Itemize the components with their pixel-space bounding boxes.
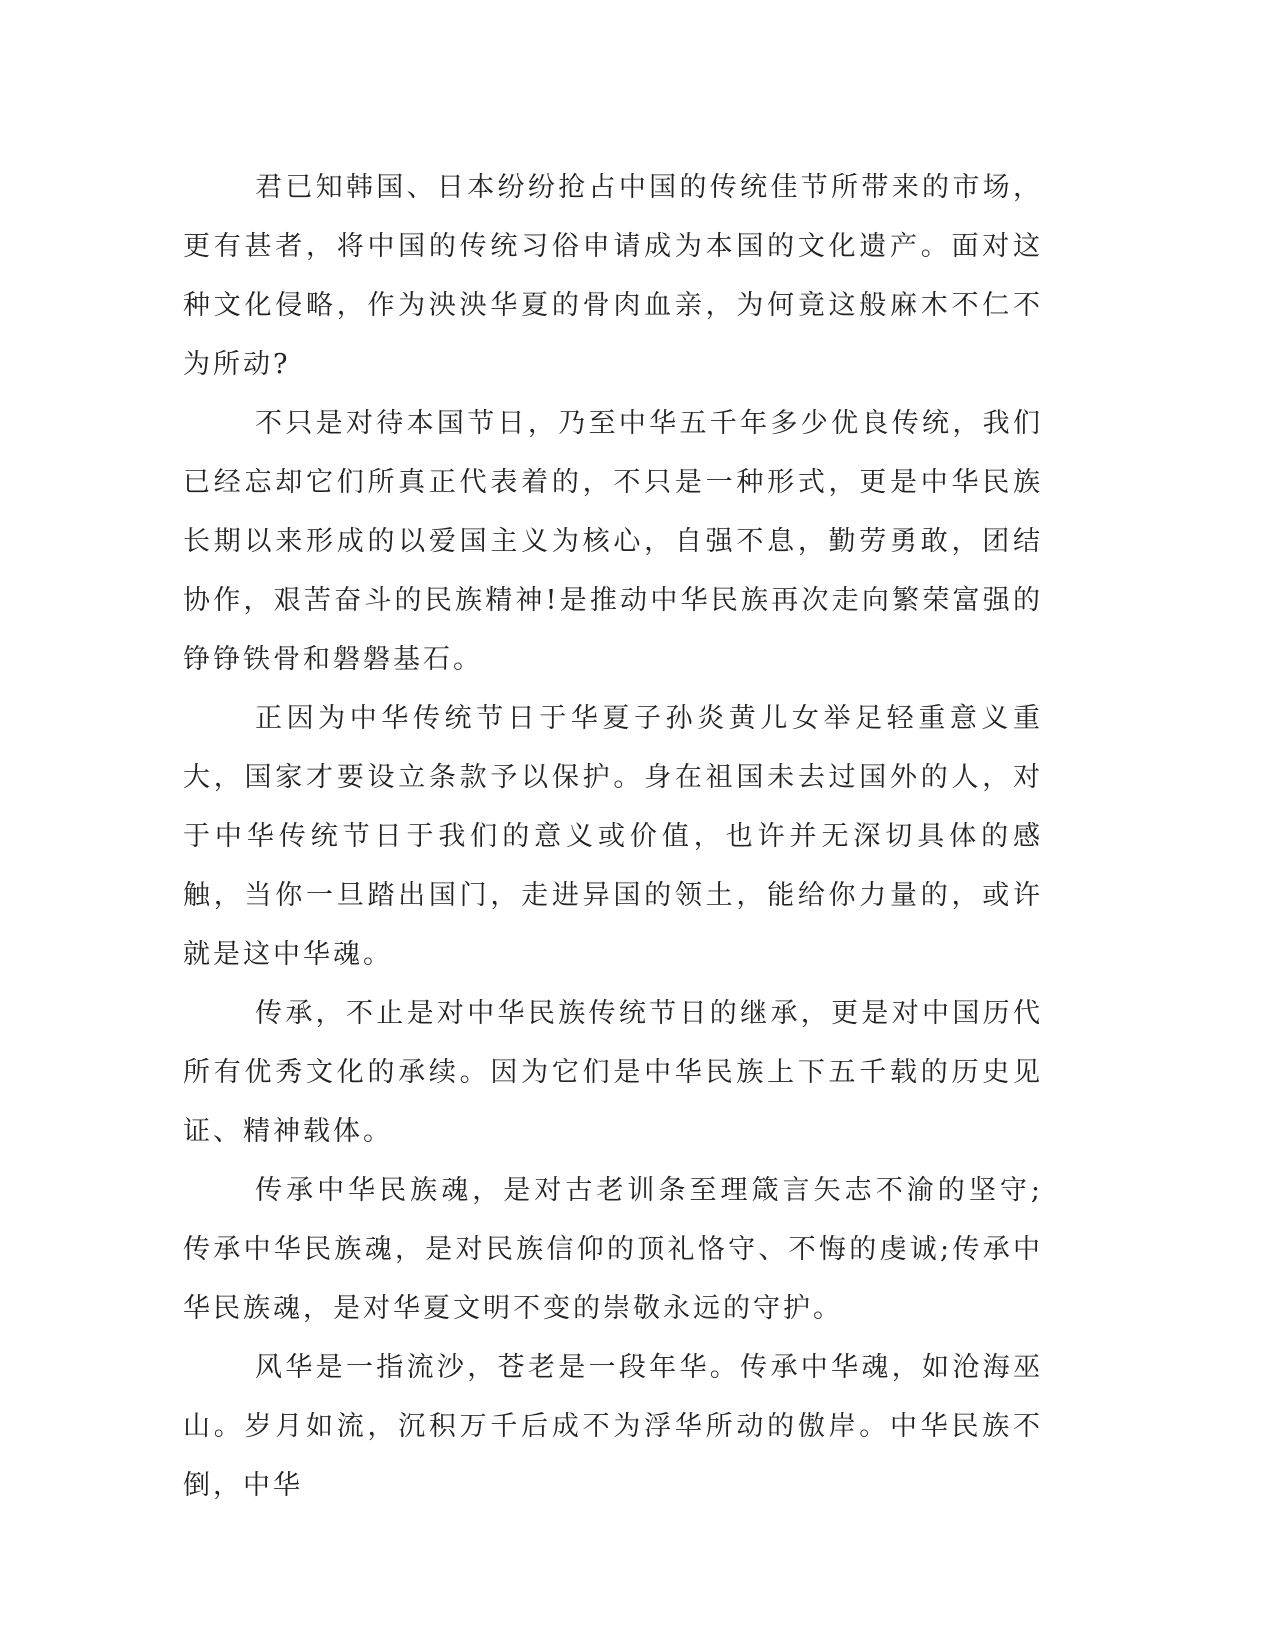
document-body <box>183 158 1043 1515</box>
paragraph: 传承中华民族魂，是对古老训条至理箴言矢志不渝的坚守;传承中华民族魂，是对民族信仰的顶礼恪守、不悔的虔诚;传承中华民族魂，是对华夏文明不变的崇敬永远的守护。 <box>183 1175 1043 1324</box>
paragraph: 正因为中华传统节日于华夏子孙炎黄儿女举足轻重意义重大，国家才要设立条款予以保护。身在祖国未去过国外的人，对于中华传统节日于我们的意义或价值，也许并无深切具体的感触，当你一旦踏出国门，走进异国的领土，能给你力量的，或许就是这中华魂。 <box>183 703 1043 970</box>
paragraph: 风华是一指流沙，苍老是一段年华。传承中华魂，如沧海巫山。岁月如流，沉积万千后成不为浮华所动的傲岸。中华民族不倒，中华 <box>183 1352 1043 1501</box>
paragraph: 君已知韩国、日本纷纷抢占中国的传统佳节所带来的市场，更有甚者，将中国的传统习俗申请成为本国的文化遗产。面对这种文化侵略，作为泱泱华夏的骨肉血亲，为何竟这般麻木不仁不为所动? <box>183 172 1043 380</box>
paragraph: 传承，不止是对中华民族传统节日的继承，更是对中国历代所有优秀文化的承续。因为它们是中华民族上下五千载的历史见证、精神载体。 <box>183 998 1043 1147</box>
paragraph: 不只是对待本国节日，乃至中华五千年多少优良传统，我们已经忘却它们所真正代表着的，不只是一种形式，更是中华民族长期以来形成的以爱国主义为核心，自强不息，勤劳勇敢，团结协作，艰苦奋斗的民族精神!是推动中华民族再次走向繁荣富强的铮铮铁骨和磐磐基石。 <box>183 408 1043 675</box>
